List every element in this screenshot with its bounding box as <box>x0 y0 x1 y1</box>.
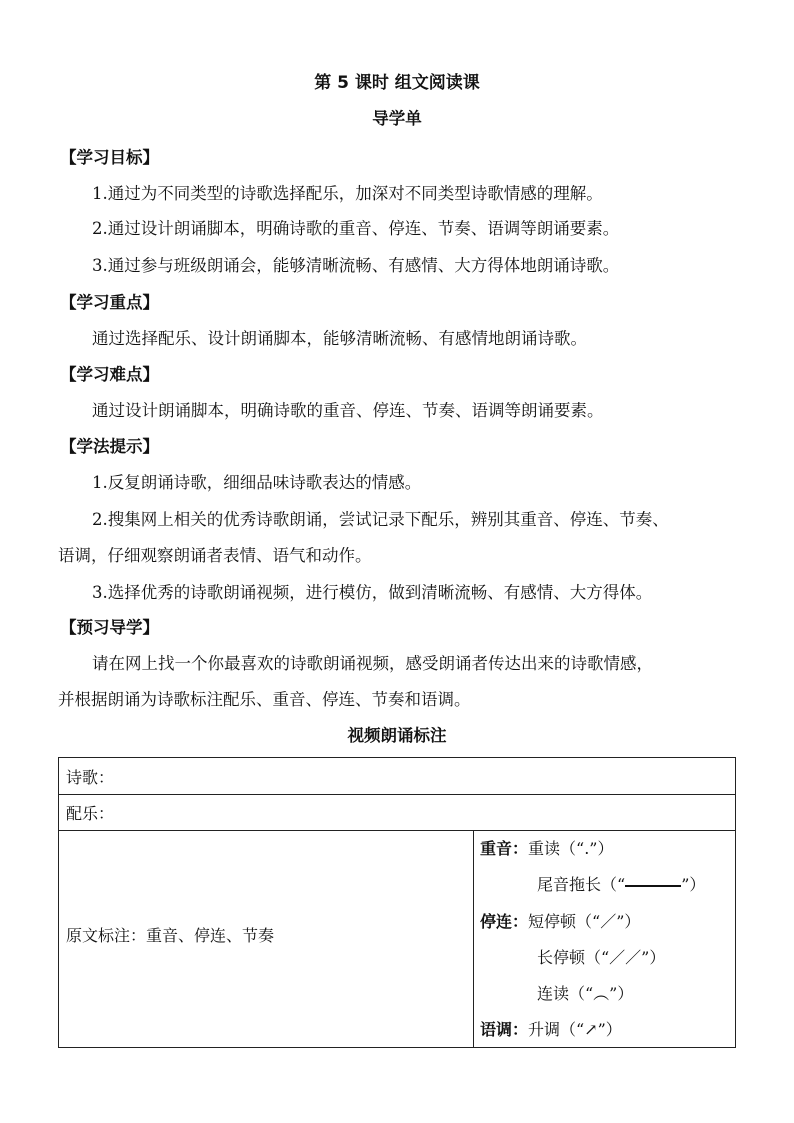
section-heading-difficulty: 【学习难点】 <box>60 365 159 384</box>
table-caption: 视频朗诵标注 <box>347 726 447 745</box>
section-heading-focus: 【学习重点】 <box>60 293 159 312</box>
tone-mark-1: 升调（“↗”） <box>528 1020 622 1039</box>
goal-item-1: 1.通过为不同类型的诗歌选择配乐，加深对不同类型诗歌情感的理解。 <box>92 184 603 203</box>
music-label: 配乐： <box>66 804 115 823</box>
goal-item-3: 3.通过参与班级朗诵会，能够清晰流畅、有感情、大方得体地朗诵诗歌。 <box>92 256 620 275</box>
pause-mark-3: 连读（“︵”） <box>537 984 634 1003</box>
stress-heading: 重音： <box>480 839 529 858</box>
annotation-table <box>58 757 736 1048</box>
preview-line-1: 请在网上找一个你最喜欢的诗歌朗诵视频，感受朗诵者传达出来的诗歌情感， <box>92 654 653 673</box>
stress-mark-2: 尾音拖长（“ ”） <box>537 875 706 894</box>
difficulty-text: 通过设计朗诵脚本，明确诗歌的重音、停连、节奏、语调等朗诵要素。 <box>92 401 604 420</box>
goal-item-2: 2.通过设计朗诵脚本，明确诗歌的重音、停连、节奏、语调等朗诵要素。 <box>92 219 620 238</box>
focus-text: 通过选择配乐、设计朗诵脚本，能够清晰流畅、有感情地朗诵诗歌。 <box>92 329 587 348</box>
table-row-poem[interactable] <box>59 758 735 795</box>
pause-mark-1: 短停顿（“／”） <box>528 912 641 931</box>
annotation-label: 原文标注：重音、停连、节奏 <box>66 926 275 945</box>
tip-item-2-line-1: 2.搜集网上相关的优秀诗歌朗诵，尝试记录下配乐，辨别其重音、停连、节奏、 <box>92 510 669 529</box>
tone-heading: 语调： <box>480 1020 529 1039</box>
table-row-annotation <box>59 830 735 1047</box>
page-subtitle: 导学单 <box>372 109 422 128</box>
section-heading-tips: 【学法提示】 <box>60 437 159 456</box>
preview-line-2: 并根据朗诵为诗歌标注配乐、重音、停连、节奏和语调。 <box>58 690 471 709</box>
tip-item-2-line-2: 语调，仔细观察朗诵者表情、语气和动作。 <box>58 546 372 565</box>
stress-mark-1: 重读（“.”） <box>528 839 614 858</box>
long-dash-line <box>625 885 681 887</box>
tip-item-3: 3.选择优秀的诗歌朗诵视频，进行模仿，做到清晰流畅、有感情、大方得体。 <box>92 583 653 602</box>
section-heading-goals: 【学习目标】 <box>60 148 159 167</box>
section-heading-preview: 【预习导学】 <box>60 618 159 637</box>
table-row-music[interactable] <box>59 794 735 831</box>
pause-mark-2: 长停顿（“／／”） <box>537 948 666 967</box>
page-title: 第 5 课时 组文阅读课 <box>314 73 480 93</box>
marks-legend <box>474 830 735 1047</box>
annotation-cell[interactable] <box>59 830 473 1047</box>
poem-label: 诗歌： <box>66 768 115 787</box>
tip-item-1: 1.反复朗诵诗歌，细细品味诗歌表达的情感。 <box>92 473 422 492</box>
pause-heading: 停连： <box>480 912 529 931</box>
